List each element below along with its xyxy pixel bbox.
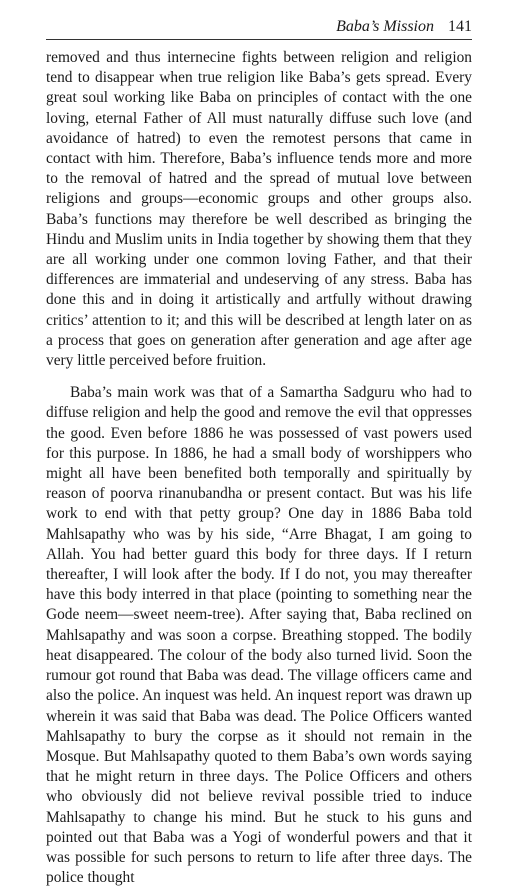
running-title: Baba’s Mission [336, 18, 434, 35]
body-text [46, 48, 472, 888]
running-header [46, 16, 472, 40]
paragraph-continued: removed and thus internecine fights between religion and religion tend to disappear when true religion like Baba’s gets spread. Every great soul working like Baba on principles of contact with the one loving, eternal Father of All must naturally diffuse such love (and avoidance of hatred) to even the remotest persons that came in contact with him. Therefore, Baba’s influence tends more and more to the removal of hatred and the spread of mutual love between religions and groups—economic groups and other groups also. Baba’s functions may therefore be well described as bringing the Hindu and Muslim units in India together by showing them that they are all working under one common loving Father, and that their differences are immaterial and undeserving of any stress. Baba has done this and in doing it artistically and artfully without drawing critics’ attention to it; and this will be described at length later on as a process that goes on generation after generation and age after age very little perceived before fruition. [46, 49, 472, 370]
paragraph-main-work: Baba’s main work was that of a Samartha Sadguru who had to diffuse religion and help the good and remove the evil that oppresses the good. Even before 1886 he was possessed of vast powers used for this purpose. In 1886, he had a small body of worshippers who might all have been benefited both temporally and spiritually by reason of poorva rinanubandha or present contact. But was his life work to end with that petty group? One day in 1886 Baba told Mahlsapathy who was by his side, “Arre Bhagat, I am going to Allah. You had better guard this body for three days. If I return thereafter, I will look after the body. If I do not, you may thereafter have this body interred in that place (pointing to something near the Gode neem—sweet neem-tree). After saying that, Baba reclined on Mahlsapathy and was soon a corpse. Breathing stopped. The bodily heat disappeared. The colour of the body also turned livid. Soon the rumour got round that Baba was dead. The village officers came and also the police. An inquest was held. An inquest report was drawn up wherein it was said that Baba was dead. The Police Officers wanted Mahlsapathy to bury the corpse as it should not remain in the Mosque. But Mahlsapathy quoted to them Baba’s own words saying that he might return in three days. The Police Officers and others who obviously did not believe revival possible tried to induce Mahlsapathy to change his mind. But he stuck to his guns and pointed out that Baba was a Yogi of wonderful powers and that it was possible for such persons to return to life after three days. The police thought [46, 384, 472, 887]
page-number: 141 [448, 18, 472, 35]
